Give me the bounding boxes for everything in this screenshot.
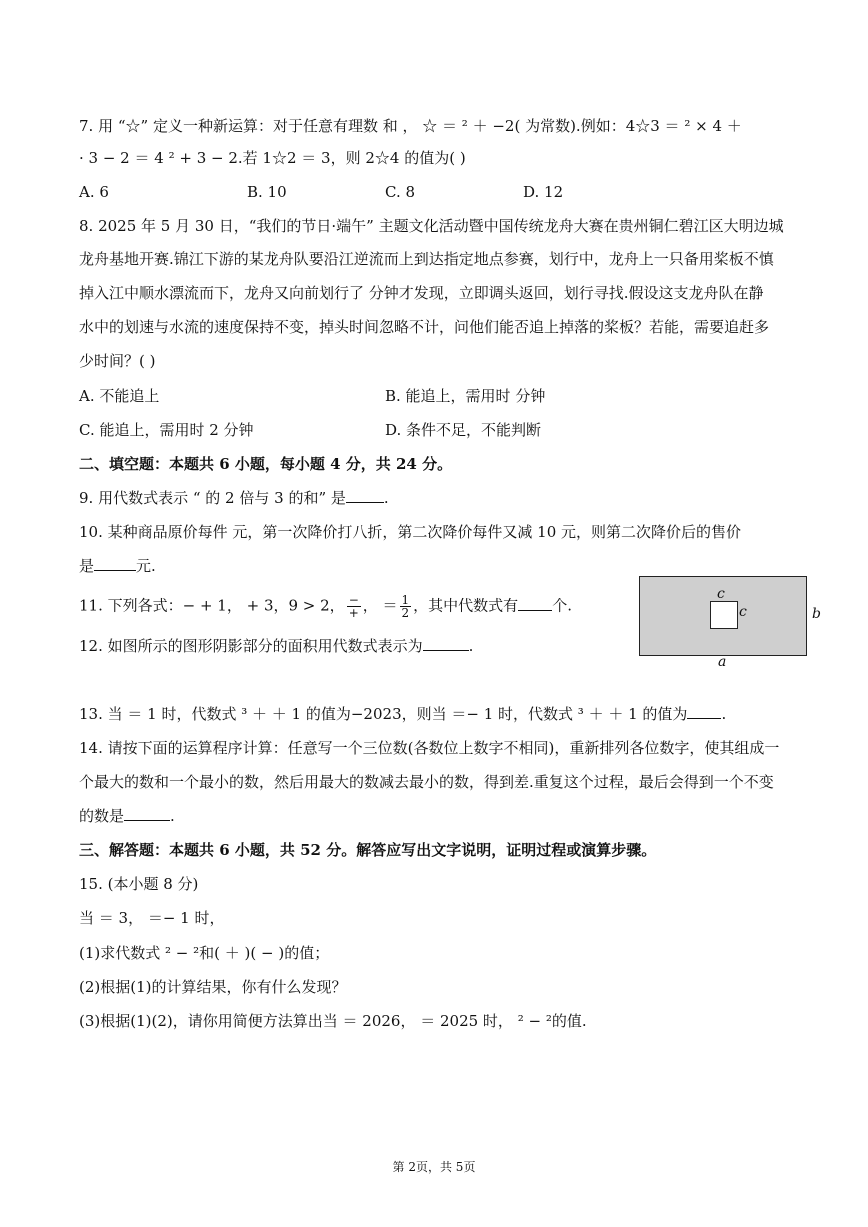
q11-prefix: 11. 下列各式：− + 1， + 3，9 > 2，	[79, 596, 345, 615]
q7-option-a: A. 6	[79, 183, 109, 201]
q11-frac2-num: 1	[401, 593, 410, 607]
q8-line3: 掉入江中顺水漂流而下，龙舟又向前划行了 分钟才发现，立即调头返回，划行寻找.假设这支龙舟队在静	[79, 284, 764, 302]
q8-line4: 水中的划速与水流的速度保持不变，掉头时间忽略不计，问他们能否追上掉落的桨板？若能，需要追赶多	[79, 318, 770, 336]
q10-prefix: 是	[79, 557, 95, 575]
q13-blank	[687, 704, 721, 719]
q9-blank	[346, 488, 384, 503]
page-footer: 第 2页，共 5页	[392, 1160, 476, 1174]
q9-suffix: .	[383, 489, 389, 507]
q7-option-b: B. 10	[247, 183, 287, 201]
q8-option-c: C. 能追上，需用时 2 分钟	[79, 421, 254, 439]
q9	[79, 488, 389, 508]
q15-part-3: (3)根据(1)(2)，请你用简便方法算出当 ＝ 2026， ＝ 2025 时， ² − ²的值.	[79, 1012, 587, 1030]
section-2-heading: 二、填空题：本题共 6 小题，每小题 4 分，共 24 分。	[79, 455, 453, 473]
q11-after: ，其中代数式有	[413, 596, 519, 615]
q7-line2: · 3 − 2 ＝ 4 ² + 3 − 2.若 1☆2 ＝ 3，则 2☆4 的值为( )	[79, 149, 466, 167]
q8-option-d: D. 条件不足，不能判断	[385, 421, 542, 439]
figure-label-c-top: c	[717, 586, 725, 602]
q14-line2: 个最大的数和一个最小的数，然后用最大的数减去最小的数，得到差.重复这个过程，最后会得到一个不变	[79, 773, 774, 791]
q7-line1: 7. 用 “☆” 定义一种新运算：对于任意有理数 和 ， ☆ ＝ ² ＋ −2( 为常数).例如：4☆3 ＝ ² × 4 ＋	[79, 117, 742, 135]
q11-fraction-2	[400, 594, 412, 619]
q8-option-b: B. 能追上，需用时 分钟	[385, 387, 546, 405]
q9-text: 9. 用代数式表示 “ 的 2 倍与 3 的和” 是	[79, 489, 346, 507]
q8-line2: 龙舟基地开赛.锦江下游的某龙舟队要沿江逆流而上到达指定地点参赛，划行中，龙舟上一只备用桨板不慎	[79, 250, 774, 268]
q14-blank	[124, 806, 170, 821]
q14-line3	[79, 806, 175, 826]
q11-fraction-1	[347, 594, 361, 619]
figure-label-c-right: c	[739, 604, 747, 620]
q13	[79, 704, 726, 724]
q10-line1: 10. 某种商品原价每件 元，第一次降价打八折，第二次降价每件又减 10 元，则第二次降价后的售价	[79, 523, 742, 541]
q11-mid: ， ＝	[362, 596, 398, 615]
inner-white-square	[710, 601, 738, 629]
q11-frac1-den: +	[348, 606, 359, 620]
q14-line1: 14. 请按下面的运算程序计算：任意写一个三位数(各数位上数字不相同)，重新排列各位数字，使其组成一	[79, 739, 780, 757]
figure-label-b: b	[812, 606, 821, 622]
q8-line1: 8. 2025 年 5 月 30 日，“我们的节日·端午” 主题文化活动暨中国传统龙舟大赛在贵州铜仁碧江区大明边城	[79, 217, 784, 235]
q15-title: 15. (本小题 8 分)	[79, 875, 199, 893]
q13-suffix: .	[721, 705, 727, 723]
q7-option-c: C. 8	[385, 183, 416, 201]
q12	[79, 636, 473, 656]
section-3-heading: 三、解答题：本题共 6 小题，共 52 分。解答应写出文字说明，证明过程或演算步骤。	[79, 841, 657, 859]
q14-suffix: .	[170, 807, 175, 825]
q12-suffix: .	[468, 637, 474, 655]
q8-option-a: A. 不能追上	[79, 387, 160, 405]
q7-option-d: D. 12	[523, 183, 564, 201]
q10-blank	[94, 556, 136, 571]
q14-prefix: 的数是	[79, 807, 125, 825]
figure-label-a: a	[718, 654, 727, 670]
q11-frac1-num: −	[348, 593, 359, 607]
q12-blank	[423, 636, 469, 651]
q15-part-2: (2)根据(1)的计算结果，你有什么发现？	[79, 978, 347, 996]
q10-suffix: 元.	[136, 557, 156, 575]
q11-blank	[518, 596, 552, 611]
q15-condition: 当 ＝ 3， ＝− 1 时，	[79, 909, 225, 927]
q8-line5: 少时间？( )	[79, 352, 156, 370]
q12-text: 12. 如图所示的图形阴影部分的面积用代数式表示为	[79, 637, 423, 655]
q13-text: 13. 当 ＝ 1 时，代数式 ³ ＋ ＋ 1 的值为−2023，则当 ＝− 1 时，代数式 ³ ＋ ＋ 1 的值为	[79, 705, 688, 723]
q10-line2	[79, 556, 156, 576]
q15-part-1: (1)求代数式 ² − ²和( ＋ )( − )的值；	[79, 944, 330, 962]
q11-frac2-den: 2	[401, 606, 410, 620]
q11-suffix: 个.	[552, 596, 572, 615]
q11	[79, 594, 572, 619]
